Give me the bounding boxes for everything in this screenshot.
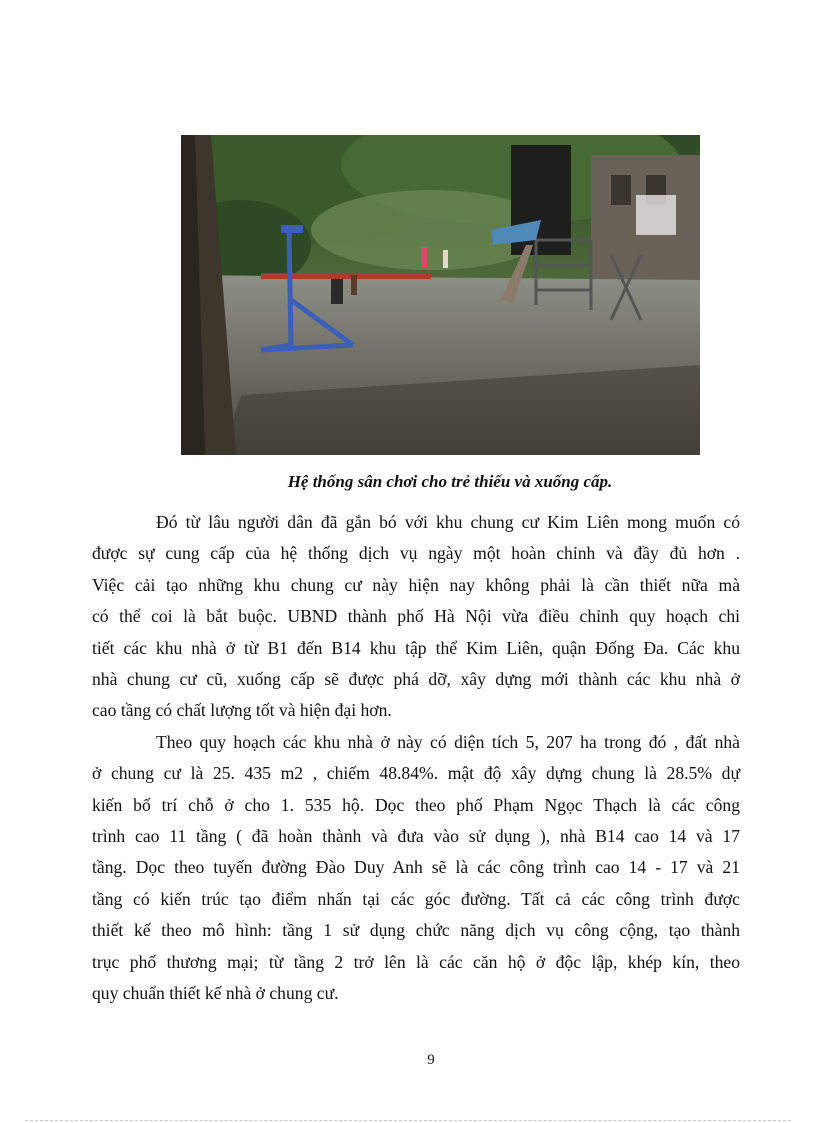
paragraph-line: có thể coi là bắt buộc. UBND thành phố Hà Nội vừa điều chỉnh quy hoạch chi <box>92 606 740 627</box>
paragraph-line: được sự cung cấp của hệ thống dịch vụ ngày một hoàn chỉnh và đầy đủ hơn . <box>92 543 740 564</box>
paragraph-line: tầng có kiến trúc tạo điểm nhấn tại các góc đường. Tất cả các công trình được <box>92 888 740 909</box>
page-bottom-rule <box>25 1120 791 1121</box>
paragraph-line: ở chung cư là 25. 435 m2 , chiếm 48.84%. mật độ xây dựng chung là 28.5% dự <box>92 763 740 784</box>
figure-caption: Hệ thống sân chơi cho trẻ thiếu và xuống cấp. <box>287 472 613 491</box>
body-text <box>92 507 740 1010</box>
paragraph-line: Việc cải tạo những khu chung cư này hiện nay không phải là cần thiết nữa mà <box>92 574 740 595</box>
paragraph-line: Theo quy hoạch các khu nhà ở này có diện tích 5, 207 ha trong đó , đất nhà <box>156 731 740 752</box>
paragraph-1 <box>92 507 740 727</box>
playground-image <box>181 135 700 455</box>
paragraph-line: trình cao 11 tầng ( đã hoàn thành và đưa vào sử dụng ), nhà B14 cao 14 và 17 <box>92 826 740 847</box>
paragraph-2 <box>92 727 740 1010</box>
paragraph-line: quy chuẩn thiết kế nhà ở chung cư. <box>92 983 339 1004</box>
paragraph-line: tầng. Dọc theo tuyến đường Đào Duy Anh sẽ là các công trình cao 14 - 17 và 21 <box>92 857 740 878</box>
paragraph-line: cao tầng có chất lượng tốt và hiện đại hơn. <box>92 700 392 721</box>
paragraph-line: nhà chung cư cũ, xuống cấp sẽ được phá dỡ, xây dựng mới thành các khu nhà ở <box>92 669 740 690</box>
paragraph-line: kiến bố trí chỗ ở cho 1. 535 hộ. Dọc theo phố Phạm Ngọc Thạch là các công <box>92 794 740 815</box>
paragraph-line: trục phố thương mại; từ tầng 2 trở lên là các căn hộ ở độc lập, khép kín, theo <box>92 951 740 972</box>
page-number: 9 <box>427 1052 435 1068</box>
paragraph-line: thiết kế theo mô hình: tầng 1 sử dụng chức năng dịch vụ công cộng, tạo thành <box>92 920 740 941</box>
paragraph-line: Đó từ lâu người dân đã gắn bó với khu chung cư Kim Liên mong muốn có <box>156 512 740 532</box>
paragraph-line: tiết các khu nhà ở từ B1 đến B14 khu tập thể Kim Liên, quận Đống Đa. Các khu <box>92 637 740 658</box>
playground-photo <box>181 135 700 455</box>
